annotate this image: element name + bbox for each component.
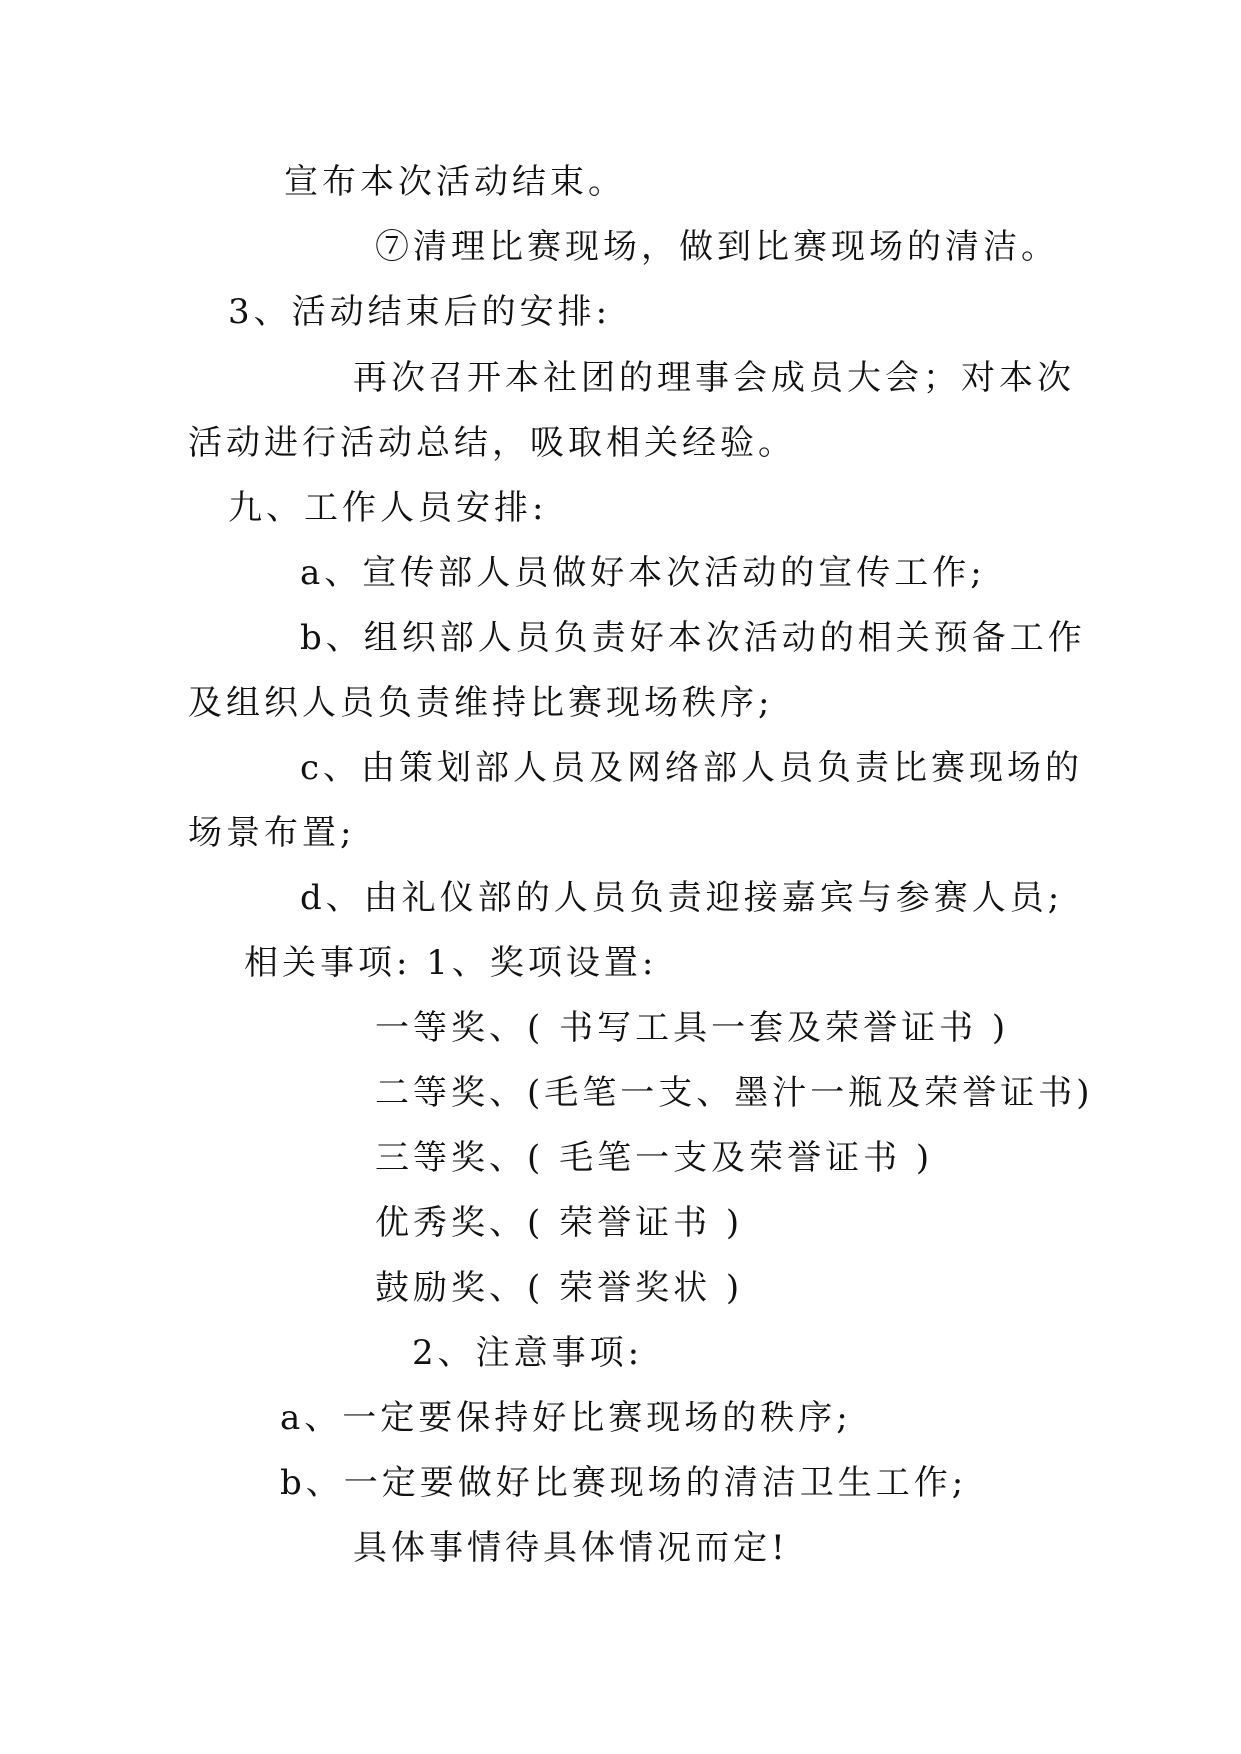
list-item: a、宣传部人员做好本次活动的宣传工作; [300,553,986,593]
paragraph-line: 活动进行活动总结，吸取相关经验。 [188,423,796,463]
award-item: 二等奖、(毛笔一支、墨汁一瓶及荣誉证书) [375,1073,1094,1113]
list-item: b、组织部人员负责好本次活动的相关预备工作 [300,618,1086,658]
section-heading: 相关事项: 1、奖项设置: [244,943,658,983]
list-item-continuation: 及组织人员负责维持比赛现场秩序; [188,683,774,723]
section-heading: 3、活动结束后的安排: [228,292,612,332]
paragraph-line: 宣布本次活动结束。 [284,162,626,202]
list-item: d、由礼仪部的人员负责迎接嘉宾与参赛人员; [300,878,1064,918]
award-item: 一等奖、( 书写工具一套及荣誉证书 ) [375,1008,1010,1048]
list-item: b、一定要做好比赛现场的清洁卫生工作; [280,1463,968,1503]
section-heading: 九、工作人员安排: [228,488,548,528]
award-item: 三等奖、( 毛笔一支及荣誉证书 ) [375,1138,934,1178]
paragraph-line: 再次召开本社团的理事会成员大会；对本次 [353,358,1075,398]
list-item: a、一定要保持好比赛现场的秩序; [280,1398,852,1438]
list-item-continuation: 场景布置; [188,813,356,853]
award-item: 优秀奖、( 荣誉证书 ) [375,1203,744,1243]
list-item: c、由策划部人员及网络部人员负责比赛现场的 [300,748,1084,788]
section-heading: 2、注意事项: [412,1333,644,1373]
paragraph-line: ⑦清理比赛现场，做到比赛现场的清洁。 [375,227,1059,267]
closing-line: 具体事情待具体情况而定! [353,1528,789,1568]
award-item: 鼓励奖、( 荣誉奖状 ) [375,1268,744,1308]
